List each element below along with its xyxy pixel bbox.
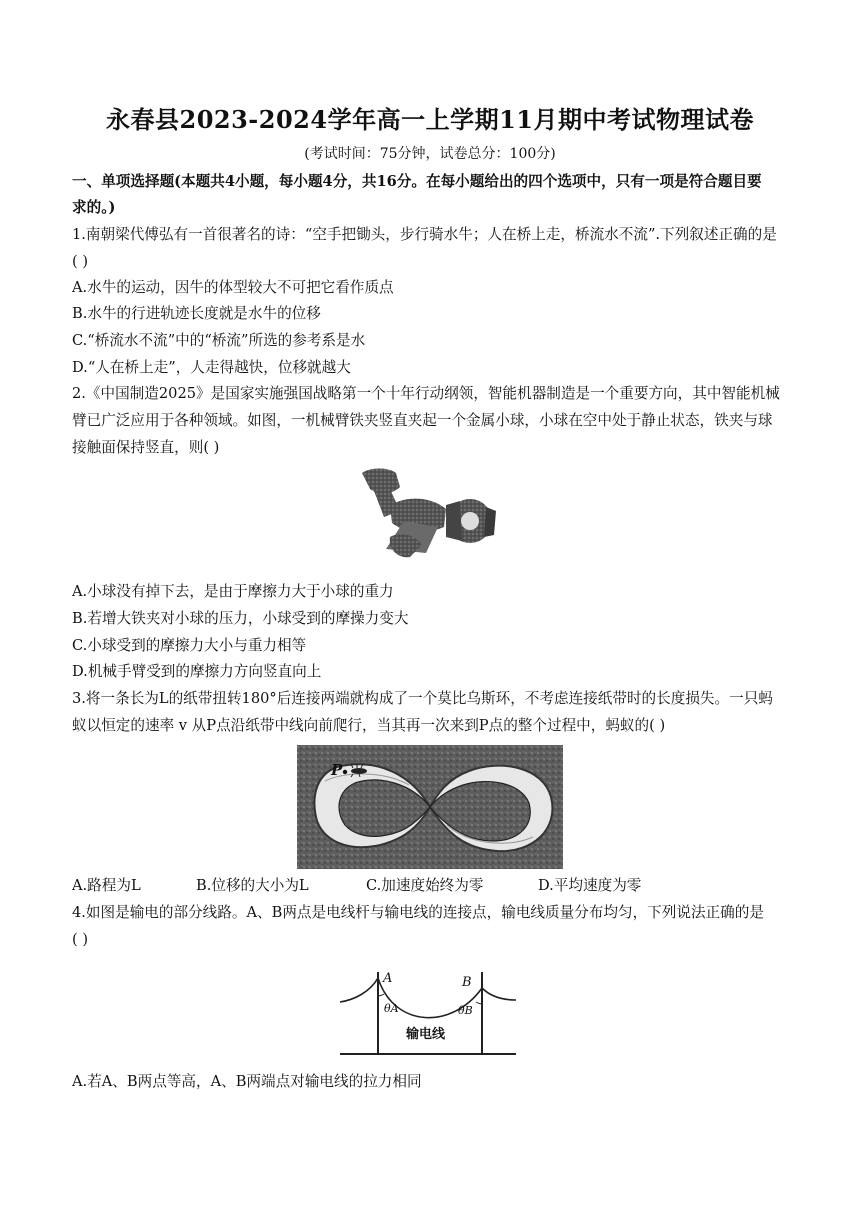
- section-heading: 一、单项选择题(本题共4小题，每小题4分，共16分。在每小题给出的四个选项中，只有一项是符合题目要: [72, 173, 762, 190]
- wire-label: 输电线: [406, 1027, 446, 1042]
- point-a-label: A: [383, 971, 393, 986]
- question-2-option-b: B.若增大铁夹对小球的压力，小球受到的摩操力变大: [72, 610, 409, 627]
- question-4-stem: 4.如图是输电的部分线路。A、B两点是电线杆与输电线的连接点，输电线质量分布均匀，下列说法正确的是: [72, 904, 764, 921]
- question-2-option-d: D.机械手臂受到的摩擦力方向竖直向上: [72, 663, 322, 680]
- question-1-blank: ( ): [72, 253, 89, 270]
- question-3-option-b: B.位移的大小为L: [196, 877, 309, 894]
- question-1-option-b: B.水牛的行进轨迹长度就是水牛的位移: [72, 305, 321, 322]
- question-1-option-c: C.“桥流水不流”中的“桥流”所选的参考系是水: [72, 332, 366, 349]
- question-2-stem-cont: 臂已广泛应用于各种领域。如图，一机械臂铁夹竖直夹起一个金属小球，小球在空中处于静止状态，铁夹与球: [72, 412, 773, 429]
- exam-info: (考试时间：75分钟，试卷总分：100分): [304, 146, 556, 162]
- question-2-option-a: A.小球没有掉下去，是由于摩擦力大于小球的重力: [72, 583, 394, 600]
- question-3-stem-cont: 蚁以恒定的速率 v 从P点沿纸带中线向前爬行，当其再一次来到P点的整个过程中，蚂蚁的( ): [72, 717, 666, 734]
- point-p-label: P: [331, 761, 343, 779]
- question-4-blank: ( ): [72, 931, 89, 948]
- question-2-option-c: C.小球受到的摩擦力大小与重力相等: [72, 637, 307, 654]
- page-title: 永春县2023-2024学年高一上学期11月期中考试物理试卷: [106, 105, 754, 134]
- question-1-stem: 1.南朝梁代傅弘有一首很著名的诗：“空手把锄头，步行骑水牛；人在桥上走，桥流水不流”.下列叙述正确的是: [72, 226, 777, 243]
- question-1-option-d: D.“人在桥上走”，人走得越快，位移就越大: [72, 359, 351, 376]
- section-heading-cont: 求的。): [72, 199, 116, 216]
- question-2-stem-end: 接触面保持竖直，则( ): [72, 439, 220, 456]
- question-3-option-d: D.平均速度为零: [538, 877, 642, 894]
- question-3-option-c: C.加速度始终为零: [366, 877, 484, 894]
- question-2-stem: 2.《中国制造2025》是国家实施强国战略第一个十年行动纲领，智能机器制造是一个重要方向，其中智能机械: [72, 385, 780, 402]
- question-3-stem: 3.将一条长为L的纸带扭转180°后连接两端就构成了一个莫比乌斯环，不考虑连接纸带时的长度损失。一只蚂: [72, 690, 773, 707]
- point-b-label: B: [462, 975, 472, 990]
- robot-arm-figure: [360, 465, 500, 565]
- ant-icon: [351, 768, 367, 774]
- question-4-option-a: A.若A、B两点等高，A、B两端点对输电线的拉力相同: [72, 1073, 422, 1090]
- power-line-figure: [334, 966, 520, 1058]
- theta-a-label: θA: [384, 1002, 399, 1015]
- theta-b-label: θB: [458, 1004, 473, 1017]
- mobius-strip-figure: [297, 745, 563, 869]
- question-3-option-a: A.路程为L: [72, 877, 141, 894]
- question-1-option-a: A.水牛的运动，因牛的体型较大不可把它看作质点: [72, 279, 394, 296]
